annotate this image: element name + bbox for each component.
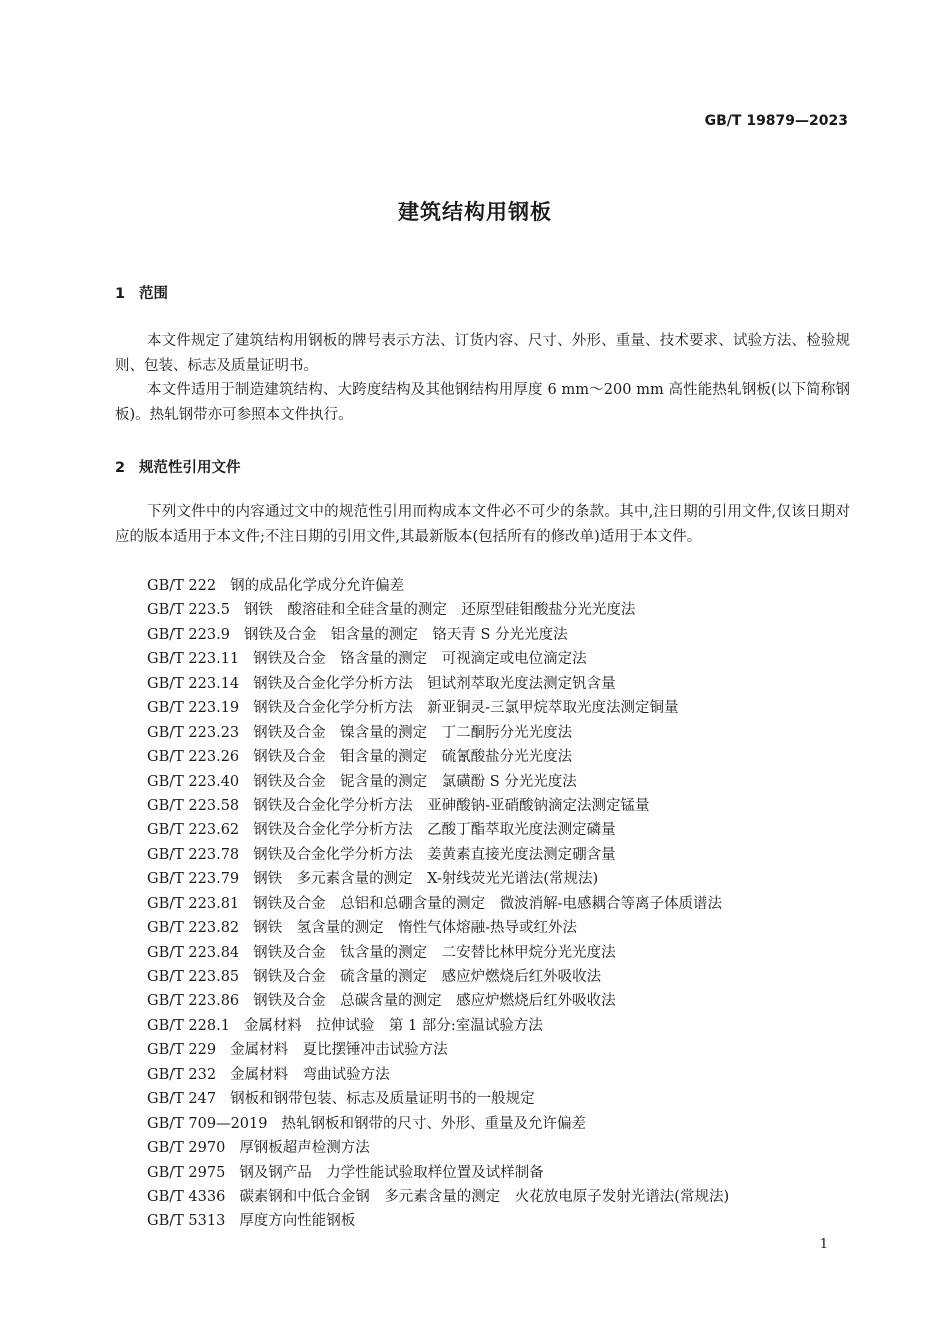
- reference-code: GB/T 223.86: [147, 993, 240, 1010]
- reference-item: [147, 1112, 847, 1136]
- reference-item: [147, 1209, 847, 1233]
- reference-title: 钢铁 氢含量的测定 惰性气体熔融-热导或红外法: [253, 920, 578, 937]
- reference-code: GB/T 223.58: [147, 797, 240, 814]
- reference-item: [147, 867, 847, 891]
- reference-code: GB/T 2975: [147, 1164, 226, 1181]
- reference-title: 钢铁及合金 铝含量的测定 铬天青 S 分光光度法: [243, 626, 568, 643]
- section-1-number: 1: [115, 286, 126, 302]
- reference-code: GB/T 223.82: [147, 920, 240, 937]
- reference-item: [147, 843, 847, 867]
- reference-title: 金属材料 拉伸试验 第 1 部分:室温试验方法: [243, 1017, 543, 1034]
- reference-code: GB/T 228.1: [147, 1017, 230, 1034]
- reference-item: [147, 696, 847, 720]
- reference-title: 钢铁及合金 总碳含量的测定 感应炉燃烧后红外吸收法: [253, 993, 616, 1010]
- section-1-title: 范围: [139, 286, 168, 302]
- reference-item: [147, 623, 847, 647]
- reference-code: GB/T 247: [147, 1091, 217, 1108]
- reference-item: [147, 672, 847, 696]
- reference-title: 钢铁及合金 硫含量的测定 感应炉燃烧后红外吸收法: [253, 969, 602, 985]
- reference-title: 钢铁及合金 总铝和总硼含量的测定 微波消解-电感耦合等离子体质谱法: [253, 895, 723, 912]
- reference-title: 厚钢板超声检测方法: [239, 1140, 370, 1157]
- reference-item: [147, 1161, 847, 1185]
- reference-title: 钢铁及合金 钛含量的测定 二安替比林甲烷分光光度法: [253, 944, 616, 961]
- section-2-intro: 下列文件中的内容通过文中的规范性引用而构成本文件必不可少的条款。其中,注日期的引用文件,仅该日期对应的版本适用于本文件;不注日期的引用文件,其最新版本(包括所有的修改单)适用于本文件。: [115, 504, 850, 545]
- section-1-paragraph-2: 本文件适用于制造建筑结构、大跨度结构及其他钢结构用厚度 6 mm～200 mm 高性能热轧钢板(以下简称钢板)。热轧钢带亦可参照本文件执行。: [115, 382, 850, 423]
- reference-title: 碳素钢和中低合金钢 多元素含量的测定 火花放电原子发射光谱法(常规法): [239, 1188, 730, 1205]
- reference-item: [147, 1087, 847, 1111]
- reference-code: GB/T 223.23: [147, 724, 240, 741]
- section-1-paragraph-1: 本文件规定了建筑结构用钢板的牌号表示方法、订货内容、尺寸、外形、重量、技术要求、试验方法、检验规则、包装、标志及质量证明书。: [115, 333, 850, 374]
- reference-title: 钢铁及合金化学分析方法 新亚铜灵-三氯甲烷萃取光度法测定铜量: [253, 700, 679, 717]
- reference-title: 钢铁及合金 铌含量的测定 氯磺酚 S 分光光度法: [253, 773, 577, 790]
- reference-code: GB/T 223.81: [147, 895, 240, 912]
- reference-code: GB/T 232: [147, 1066, 217, 1083]
- reference-item: [147, 745, 847, 769]
- reference-title: 钢铁 多元素含量的测定 X-射线荧光光谱法(常规法): [253, 871, 599, 888]
- reference-title: 钢铁 酸溶硅和全硅含量的测定 还原型硅钼酸盐分光光度法: [243, 602, 636, 619]
- reference-item: [147, 721, 847, 745]
- reference-code: GB/T 223.9: [147, 626, 230, 643]
- standard-number: GB/T 19879—2023: [704, 113, 848, 129]
- reference-code: GB/T 223.79: [147, 871, 240, 888]
- reference-code: GB/T 2970: [147, 1140, 226, 1157]
- reference-code: GB/T 223.78: [147, 846, 240, 863]
- reference-item: [147, 1014, 847, 1038]
- section-2-title: 规范性引用文件: [139, 460, 241, 476]
- document-title: 建筑结构用钢板: [398, 200, 552, 224]
- reference-item: [147, 770, 847, 794]
- reference-item: [147, 598, 847, 622]
- reference-code: GB/T 223.5: [147, 602, 230, 619]
- reference-title: 金属材料 夏比摆锤冲击试验方法: [230, 1042, 448, 1059]
- reference-title: 钢板和钢带包装、标志及质量证明书的一般规定: [230, 1091, 535, 1108]
- reference-title: 钢铁及合金 镍含量的测定 丁二酮肟分光光度法: [253, 724, 573, 741]
- reference-title: 厚度方向性能钢板: [239, 1213, 356, 1230]
- reference-code: GB/T 5313: [147, 1213, 226, 1230]
- reference-title: 金属材料 弯曲试验方法: [230, 1066, 390, 1083]
- reference-code: GB/T 223.62: [147, 822, 240, 839]
- reference-item: [147, 965, 847, 989]
- reference-code: GB/T 223.85: [147, 969, 240, 985]
- reference-code: GB/T 223.26: [147, 749, 240, 766]
- reference-code: GB/T 223.11: [147, 651, 240, 668]
- reference-item: [147, 647, 847, 671]
- reference-title: 钢铁及合金化学分析方法 亚砷酸钠-亚硝酸钠滴定法测定锰量: [253, 797, 650, 814]
- reference-item: [147, 1038, 847, 1062]
- reference-item: [147, 1185, 847, 1209]
- reference-item: [147, 989, 847, 1013]
- section-2-heading: [115, 456, 241, 477]
- reference-item: [147, 916, 847, 940]
- reference-code: GB/T 222: [147, 578, 217, 594]
- reference-item: [147, 574, 847, 598]
- reference-code: GB/T 709—2019: [147, 1115, 268, 1132]
- reference-code: GB/T 4336: [147, 1188, 226, 1205]
- page-number: 1: [819, 1237, 828, 1252]
- reference-title: 热轧钢板和钢带的尺寸、外形、重量及允许偏差: [281, 1115, 586, 1132]
- reference-item: [147, 794, 847, 818]
- reference-code: GB/T 223.40: [147, 773, 240, 790]
- reference-item: [147, 1136, 847, 1160]
- reference-title: 钢的成品化学成分允许偏差: [230, 578, 405, 594]
- reference-title: 钢铁及合金化学分析方法 钽试剂萃取光度法测定钒含量: [253, 675, 616, 692]
- reference-code: GB/T 223.14: [147, 675, 240, 692]
- reference-item: [147, 941, 847, 965]
- reference-list: [147, 574, 847, 1234]
- reference-code: GB/T 229: [147, 1042, 217, 1059]
- reference-item: [147, 892, 847, 916]
- section-1-heading: [115, 282, 168, 303]
- reference-title: 钢铁及合金化学分析方法 乙酸丁酯萃取光度法测定磷量: [253, 822, 616, 839]
- reference-item: [147, 1063, 847, 1087]
- section-2-number: 2: [115, 460, 126, 476]
- reference-title: 钢铁及合金 钼含量的测定 硫氰酸盐分光光度法: [253, 749, 573, 766]
- reference-code: GB/T 223.84: [147, 944, 240, 961]
- reference-title: 钢铁及合金化学分析方法 姜黄素直接光度法测定硼含量: [253, 846, 616, 863]
- reference-item: [147, 818, 847, 842]
- reference-code: GB/T 223.19: [147, 700, 240, 717]
- reference-title: 钢及钢产品 力学性能试验取样位置及试样制备: [239, 1164, 544, 1181]
- reference-title: 钢铁及合金 铬含量的测定 可视滴定或电位滴定法: [253, 651, 587, 668]
